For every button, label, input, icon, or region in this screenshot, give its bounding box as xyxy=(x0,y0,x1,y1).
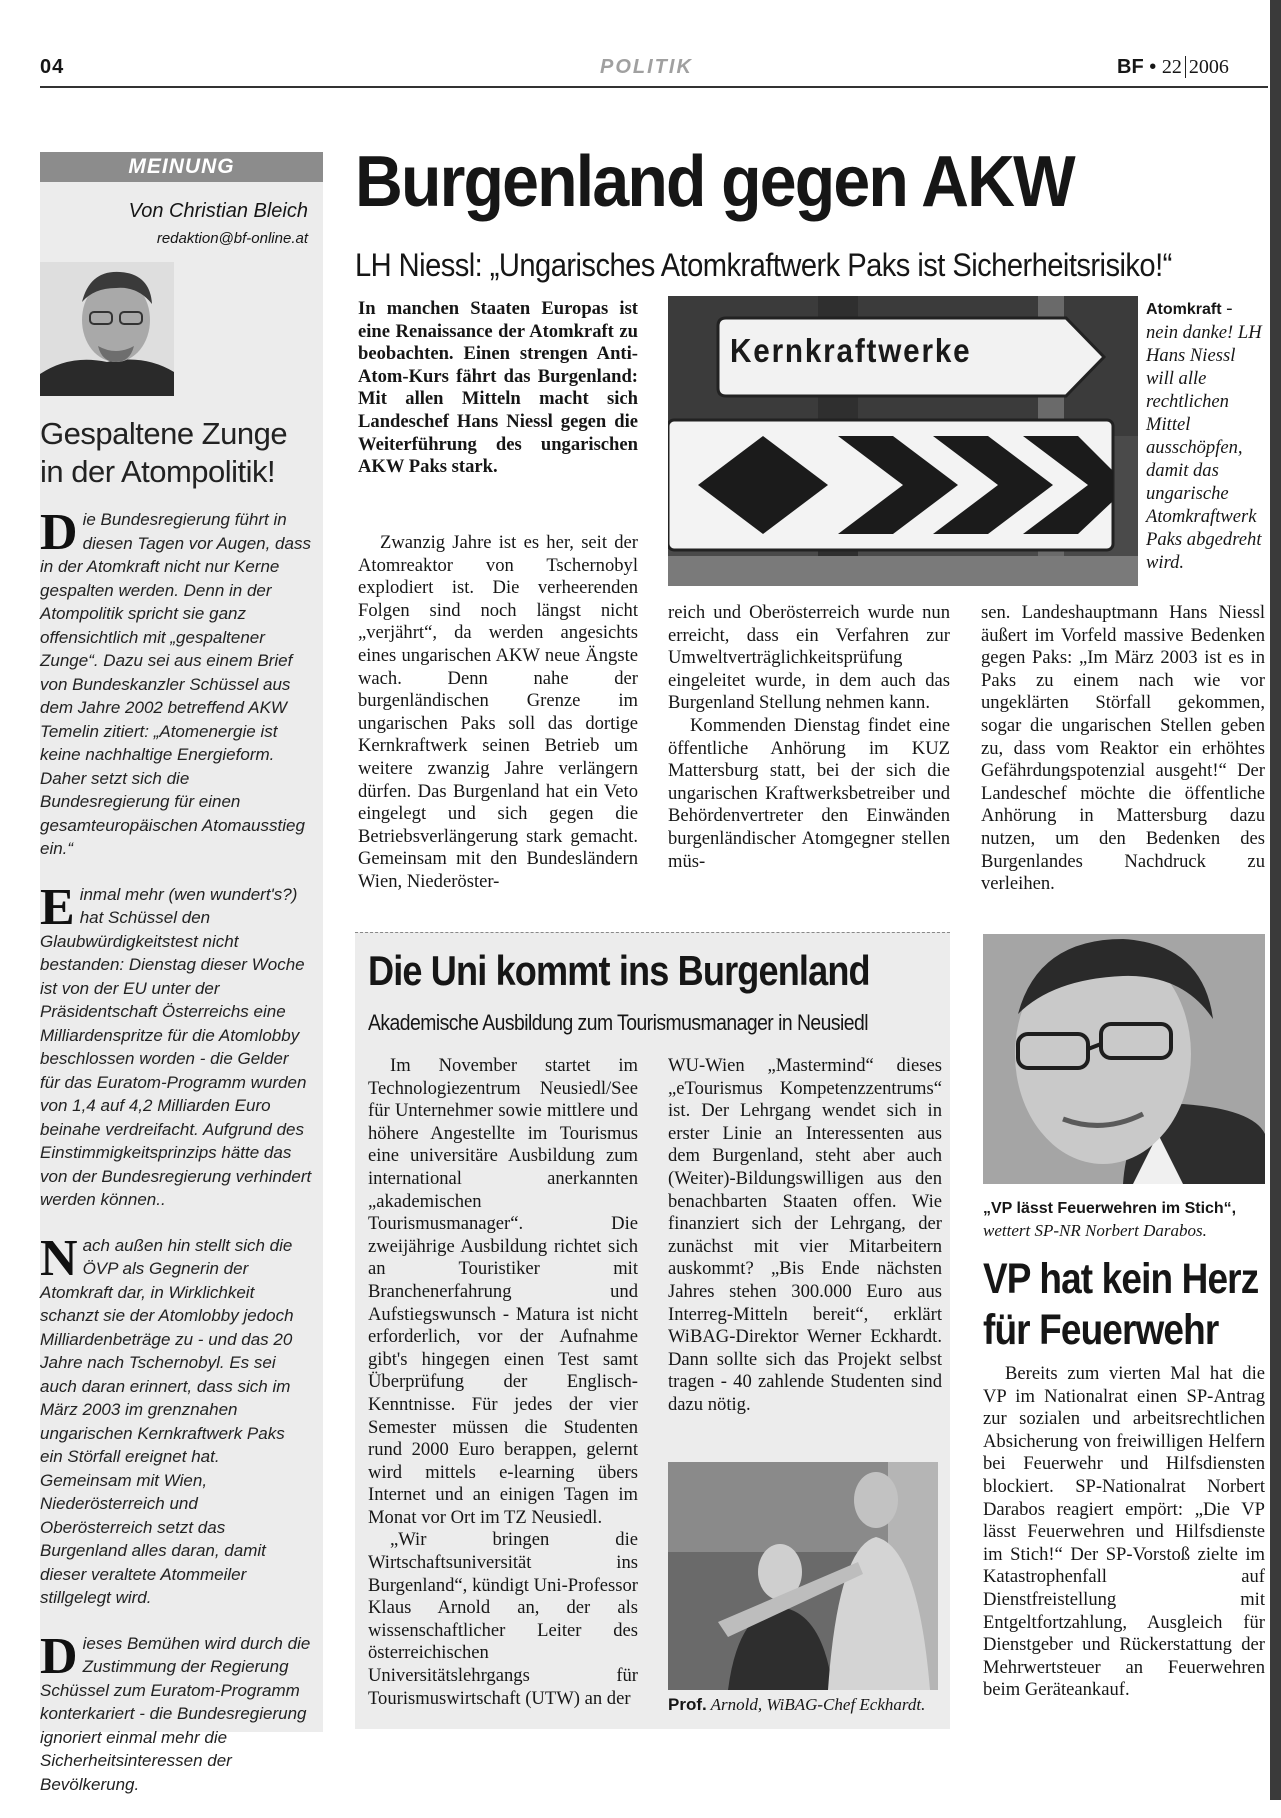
opinion-paragraph: Nach außen hin stellt sich die ÖVP als Gegnerin der Atomkraft dar, in Wirklichkeit schanzt sie der Atomlobby jedoch Milliardenbeträge zu - und das 20 Jahre nach Tschernobyl. Es sei auch daran erinnert, dass sich im März 2003 im grenznahen ungarischen Kernkraftwerk Paks ein Störfall ereignet hat. Gemeinsam mit Wien, Niederösterreich und Oberösterreich setzt das Burgenland alles daran, damit dieser veraltete Atommeiler stillgelegt wird. xyxy=(40,1229,294,1607)
opinion-author: Von Christian Bleich xyxy=(128,200,308,222)
uni-column-1 xyxy=(368,1055,638,1710)
uni-photo-caption: Prof. Arnold, WiBAG-Chef Eckhardt. xyxy=(668,1695,926,1714)
main-lead: In manchen Staaten Europas ist eine Renaissance der Atomkraft zu beobachten. Einen strengen Anti-Atom-Kurs fährt das Burgenland: Mit allen Mitteln macht sich Landeschef Hans Niessl gegen die Weiterführung des ungarischen AKW Paks stark. xyxy=(358,298,638,478)
side-body xyxy=(983,1363,1265,1702)
main-column-3 xyxy=(981,602,1265,896)
darabos-caption xyxy=(983,1198,1268,1242)
caption-prefix: Prof. xyxy=(668,1695,707,1714)
opinion-label: MEINUNG xyxy=(40,152,323,182)
drop-cap: D xyxy=(40,1627,78,1685)
uni-col1-p1: Im November startet im Technologiezentrum Neusiedl/See für Unternehmer sowie mittlere und höhere Angestellte im Tourismus eine universitäre Ausbildung zum international anerkannten „akademischen Tourismusmanager“. Die zweijährige Ausbildung richtet sich an Touristiker mit Branchenerfahrung und Aufstiegswunsch - Matura ist nicht erforderlich, vor der Aufnahme gibt's hingegen einen Test samt Überprüfung der Englisch-Kenntnisse. Für jedes der vier Semester müssen die Studenten rund 2000 Euro berappen, gelernt wird mittels e-learning übers Internet und an einigen Tagen im Monat vor Ort im TZ Neusiedl. xyxy=(368,1055,638,1528)
opinion-body xyxy=(40,504,312,1818)
paper-name: BF xyxy=(1117,56,1144,78)
main-column-1 xyxy=(358,532,638,894)
uni-headline: Die Uni kommt ins Burgenland xyxy=(368,947,870,994)
main-col3-text: sen. Landeshauptmann Hans Niessl äußert im Vorfeld massive Bedenken gegen Paks: „Im März 2003 ist es in Paks zu einem nach wie vor ungeklärten Störfall gekommen, sogar die ungarischen Stellen geben zu, dass vom Reaktor ein erhöhtes Gefährdungspotenzial ausgeht!“ Der Landeschef möchte die öffentliche Anhörung in Mattersburg dazu nutzen, um den Bedenken des Burgenlandes Nachdruck zu verleihen. xyxy=(981,602,1265,895)
darabos-photo xyxy=(983,934,1265,1184)
opinion-paragraph: Dieses Bemühen wird durch die Zustimmung der Regierung Schüssel zum Euratom-Programm konterkariert - die Bundesregierung ignoriert einmal mehr die Sicherheitsinteressen der Bevölkerung. xyxy=(40,1627,311,1794)
main-column-2 xyxy=(668,602,950,873)
uni-column-2 xyxy=(668,1055,942,1417)
page-number: 04 xyxy=(40,56,65,78)
opinion-title xyxy=(40,415,320,491)
caption-attribution: wettert SP-NR Norbert Darabos. xyxy=(983,1221,1207,1240)
main-col2-p1: reich und Oberösterreich wurde nun erreicht, dass ein Verfahren zur Umweltverträglichkeitsprüfung eingeleitet wurde, in dem auch das Burgenland Stellung nehmen kann. xyxy=(668,602,950,714)
drop-cap: N xyxy=(40,1229,78,1287)
opinion-paragraph: Einmal mehr (wen wundert's?) hat Schüssel den Glaubwürdigkeitstest nicht bestanden: Dienstag dieser Woche ist von der EU unter der Präsidentschaft Österreichs eine Milliardenspritze für die Atomlobby beschlossen worden - die Gelder für das Euratom-Programm wurden von 1,4 auf 4,2 Milliarden Euro beinahe verdreifacht. Aufgrund des Einstimmigkeitsprinzips hätte das von der Bundesregierung verhindert werden können.. xyxy=(40,878,312,1209)
uni-col2-text: WU-Wien „Mastermind“ dieses „eTourismus Kompetenzzentrums“ ist. Der Lehrgang wendet sich in erster Linie an Interessenten aus dem Burgenland, steht aber auch (Weiter)-Bildungswilligen aus den benachbarten Staaten offen. Wie finanziert sich der Lehrgang, der zunächst mit vier Mitarbeitern auskommt? „Bis Ende nächsten Jahres stehen 300.000 Euro aus Interreg-Mitteln bereit“, erklärt WiBAG-Direktor Werner Eckhardt. Dann sollte sich das Projekt selbst tragen - 40 zahlende Studenten sind dazu nötig. xyxy=(668,1055,942,1415)
side-headline-line2: für Feuerwehr xyxy=(983,1306,1219,1354)
header-rule xyxy=(40,86,1268,88)
caption-bold: Atomkraft xyxy=(1146,301,1222,318)
opinion-email: redaktion@bf-online.at xyxy=(156,230,308,247)
main-col2-p2: Kommenden Dienstag findet eine öffentliche Anhörung im KUZ Mattersburg statt, bei der sich die ungarischen Kraftwerksbetreiber und Behördenvertreter den Einwänden burgenländischer Atomgegner stellen müs- xyxy=(668,714,950,872)
uni-subheadline: Akademische Ausbildung zum Tourismusmanager in Neusiedl xyxy=(368,1010,869,1035)
drop-cap: D xyxy=(40,504,78,561)
issue-number: 22 xyxy=(1161,56,1182,78)
uni-col1-p2: „Wir bringen die Wirtschaftsuniversität ins Burgenland“, kündigt Uni-Professor Klaus Arnold an, der als wissenschaftlicher Leiter des österreichischen Universitätslehrgangs für Tourismuswirtschaft (UTW) an der xyxy=(368,1529,638,1709)
opinion-title-line1: Gespaltene Zunge xyxy=(40,416,288,451)
caption-quote: „VP lässt Feuerwehren im Stich“, xyxy=(983,1200,1237,1217)
side-body-text: Bereits zum vierten Mal hat die VP im Nationalrat einen SP-Antrag zur sozialen und arbeitsrechtlichen Absicherung von freiwilligen Helfern bei Feuerwehr und Hilfsdiensten blockiert. SP-Nationalrat Norbert Darabos reagiert empört: „Die VP lässt Feuerwehren und Hilfsdienste im Stich!“ Der SP-Vorstoß zielte im Katastrophenfall auf Dienstfreistellung mit Entgeltfortzahlung, Ausgleich für Dienstgeber und Rückerstattung der Mehrwertsteuer an Feuerwehren beim Geräteankauf. xyxy=(983,1363,1265,1701)
issue-year: 2006 xyxy=(1188,56,1229,78)
side-headline xyxy=(983,1254,1258,1356)
drop-cap: E xyxy=(40,878,75,936)
main-subheadline: LH Niessl: „Ungarisches Atomkraftwerk Paks ist Sicherheitsrisiko!“ xyxy=(355,247,1172,283)
scan-edge xyxy=(1270,0,1281,1800)
sign-photo xyxy=(668,296,1138,586)
main-headline: Burgenland gegen AKW xyxy=(355,142,1074,222)
main-col1-text: Zwanzig Jahre ist es her, seit der Atomreaktor von Tschernobyl explodiert ist. Die verheerenden Folgen sind noch längst nicht „verjährt“, da werden angesichts eines ungarischen AKW neue Ängste wach. Denn nahe der burgenländischen Grenze im ungarischen Paks soll das dortige Kernkraftwerk seinen Betrieb um weitere zwanzig Jahre verlängern dürfen. Das Burgenland hat ein Veto eingelegt und sich gegen die Betriebsverlängerung stark gemacht. Gemeinsam mit den Bundesländern Wien, Niederöster- xyxy=(358,532,638,892)
section-label: POLITIK xyxy=(600,56,693,78)
opinion-title-line2: in der Atompolitik! xyxy=(40,454,276,489)
uni-photo xyxy=(668,1462,938,1690)
sign-caption: Atomkraft - nein danke! LH Hans Niessl will alle rechtlichen Mittel ausschöpfen, damit das ungarische Atomkraftwerk Paks abgedreht wird. xyxy=(1146,298,1262,573)
side-headline-line1: VP hat kein Herz xyxy=(983,1255,1259,1303)
issue-info xyxy=(1117,56,1229,79)
issue-bullet: • xyxy=(1149,56,1157,78)
author-photo xyxy=(40,262,174,396)
opinion-paragraph: Die Bundesregierung führt in diesen Tagen vor Augen, dass in der Atomkraft nicht nur Kerne gespalten werden. Denn in der Atompolitik spricht sie ganz offensichtlich mit „gespaltener Zunge“. Dazu sei aus einem Brief von Bundeskanzler Schüssel aus dem Jahre 2002 betreffend AKW Temelin zitiert: „Atomenergie ist keine nachhaltige Energieform. Daher setzt sich die Bundesregierung für einen gesamteuropäischen Atomausstieg ein.“ xyxy=(40,504,311,858)
sign-label: Kernkraftwerke xyxy=(730,332,972,369)
